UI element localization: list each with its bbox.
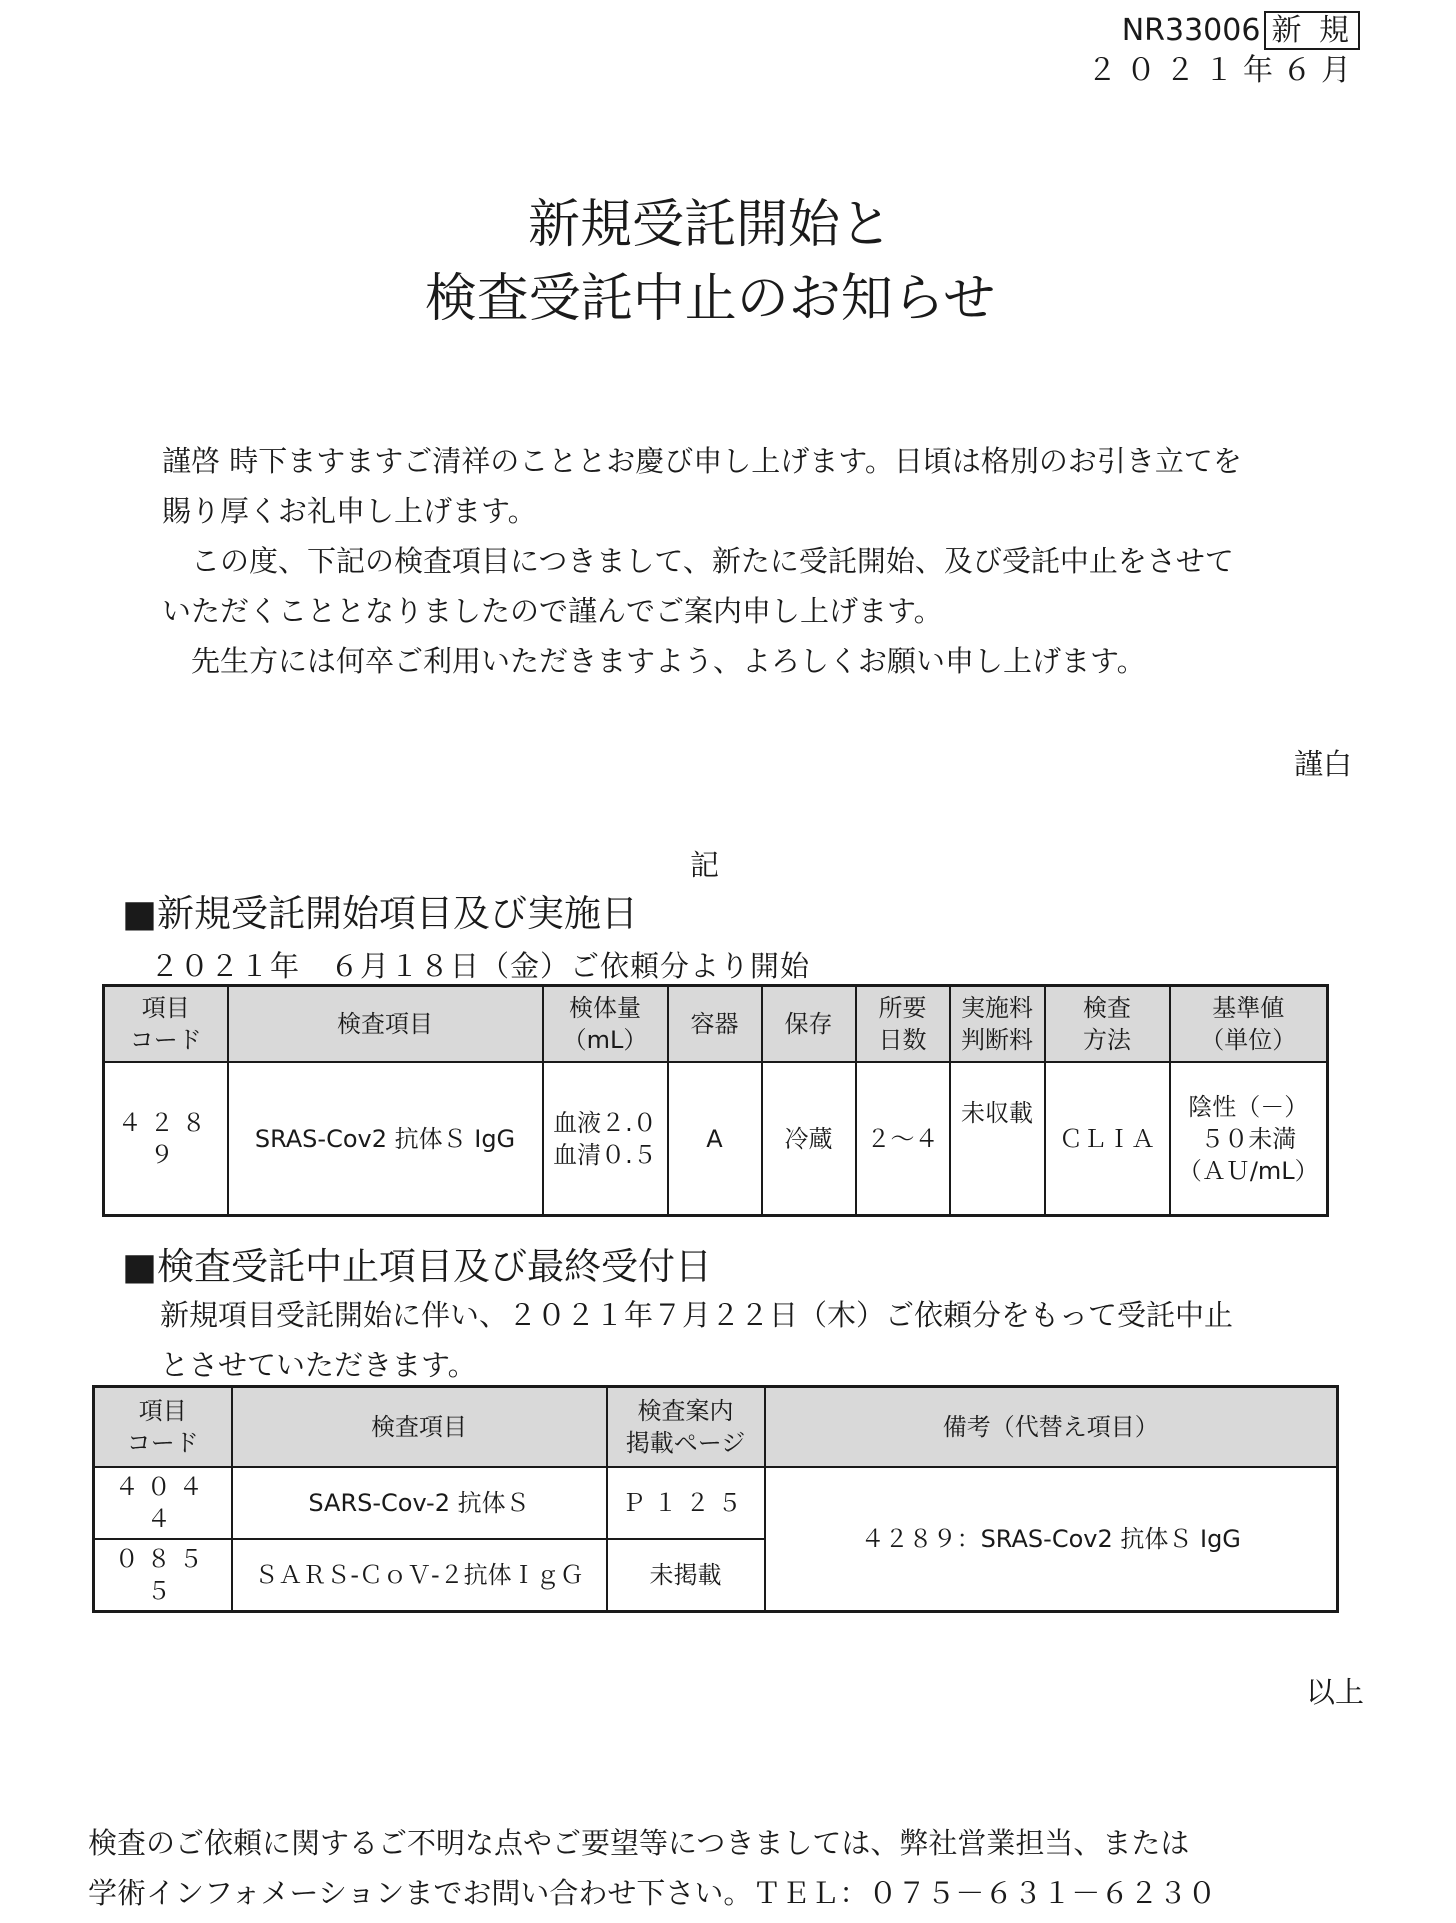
section-stop-notice (160, 1290, 1233, 1390)
turnaround-days: ２～４ (856, 1062, 950, 1216)
body-line: この度、下記の検査項目につきまして、新たに受託開始、及び受託中止をさせて (162, 544, 1234, 578)
ki-mark: 記 (690, 848, 720, 882)
section-heading-new: ■新規受託開始項目及び実施日 (122, 892, 638, 935)
footer-contact (88, 1818, 1216, 1918)
footer-line: 検査のご依頼に関するご不明な点やご要望等につきましては、弊社営業担当、または (88, 1826, 1190, 1860)
guide-page: 未掲載 (607, 1539, 765, 1612)
header-cell: 項目 コード (104, 986, 228, 1063)
document-code (1122, 12, 1360, 50)
header-cell: 項目 コード (94, 1387, 232, 1468)
item-code: ４２８９ (104, 1062, 228, 1216)
reference-value: 陰性（－） ５０未満 （ＡＵ/mL） (1170, 1062, 1328, 1216)
table-header-row (94, 1387, 1338, 1468)
header-cell: 基準値 （単位） (1170, 986, 1328, 1063)
storage: 冷蔵 (762, 1062, 856, 1216)
header-cell: 実施料 判断料 (950, 986, 1045, 1063)
header-cell: 検体量 （mL） (543, 986, 668, 1063)
section-heading-stop: ■検査受託中止項目及び最終受付日 (122, 1245, 712, 1288)
table-header-row (104, 986, 1328, 1063)
fee: 未収載 (950, 1062, 1045, 1216)
header-cell: 保存 (762, 986, 856, 1063)
header-cell: 容器 (668, 986, 762, 1063)
item-code: ０８５５ (94, 1539, 232, 1612)
item-name: SARS-Cov-2 抗体Ｓ (232, 1467, 607, 1539)
table-row (94, 1467, 1338, 1539)
new-badge: 新 規 (1264, 11, 1360, 50)
body-line: いただくこととなりましたので謹んでご案内申し上げます。 (162, 594, 943, 628)
page-title-line1: 新規受託開始と (527, 195, 892, 255)
body-line: 謹啓 時下ますますご清祥のこととお慶び申し上げます。日頃は格別のお引き立てを (162, 444, 1242, 478)
header-cell: 検査項目 (228, 986, 543, 1063)
container: A (668, 1062, 762, 1216)
section-new-start-date: ２０２１年 ６月１８日（金）ご依頼分より開始 (150, 949, 811, 983)
notice-line: 新規項目受託開始に伴い、２０２１年７月２２日（木）ご依頼分をもって受託中止 (160, 1298, 1234, 1332)
item-code: ４０４４ (94, 1467, 232, 1539)
header-cell: 検査項目 (232, 1387, 607, 1468)
end-mark: 以上 (1305, 1675, 1364, 1709)
body-line: 先生方には何卒ご利用いただきますよう、よろしくお願い申し上げます。 (162, 644, 1146, 678)
remark-cell: ４２８９：SRAS-Cov2 抗体Ｓ IgG (765, 1467, 1338, 1612)
doc-code-text: NR33006 (1121, 13, 1261, 48)
header-cell: 備考（代替え項目） (765, 1387, 1338, 1468)
new-items-table (102, 984, 1329, 1217)
body-paragraph (162, 436, 1332, 686)
stop-items-table (92, 1385, 1339, 1613)
method: ＣＬＩＡ (1045, 1062, 1170, 1216)
issue-date: ２０２１年６月 (1087, 53, 1360, 88)
header-cell: 検査案内 掲載ページ (607, 1387, 765, 1468)
item-name: ＳＡＲＳ-ＣｏＶ-２抗体ＩｇＧ (232, 1539, 607, 1612)
table-row (104, 1062, 1328, 1216)
header-cell: 検査 方法 (1045, 986, 1170, 1063)
header-cell: 所要 日数 (856, 986, 950, 1063)
page-title-line2: 検査受託中止のお知らせ (424, 269, 996, 329)
closing-word: 謹白 (1293, 747, 1352, 781)
body-line: 賜り厚くお礼申し上げます。 (162, 494, 537, 528)
specimen-volume: 血液２.０ 血清０.５ (543, 1062, 668, 1216)
footer-line: 学術インフォメーションまでお問い合わせ下さい。ＴＥＬ：０７５－６３１－６２３０ (88, 1876, 1217, 1910)
notice-line: とさせていただきます。 (160, 1348, 477, 1382)
item-name: SRAS-Cov2 抗体Ｓ IgG (228, 1062, 543, 1216)
guide-page: Ｐ１２５ (607, 1467, 765, 1539)
